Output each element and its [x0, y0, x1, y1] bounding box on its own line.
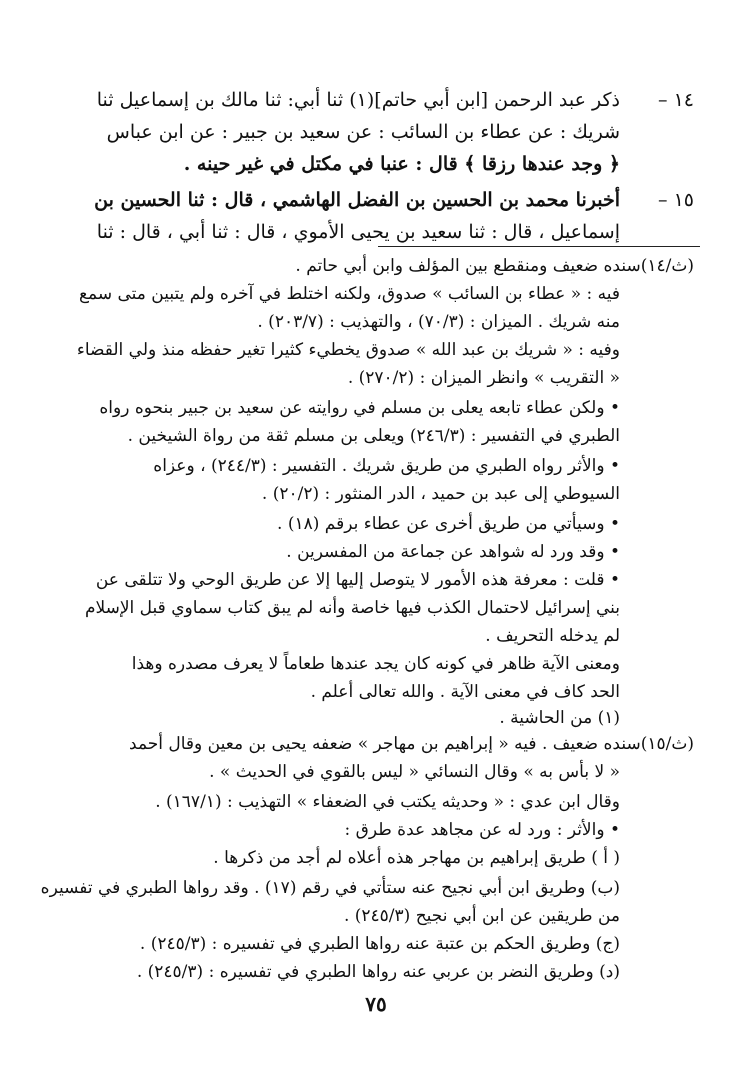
- note-line: (ج) وطريق الحكم بن عتبة عنه رواها الطبري في تفسيره : (٢٤٥/٣) .: [139, 934, 620, 954]
- note-line: الطبري في التفسير : (٢٤٦/٣) ويعلى بن مسلم ثقة من رواة الشيخين .: [127, 426, 620, 446]
- footnote-divider: [378, 246, 700, 247]
- note-line: وقال ابن عدي : « وحديثه يكتب في الضعفاء » التهذيب : (١٦٧/١) .: [155, 792, 620, 812]
- note-line: • قلت : معرفة هذه الأمور لا يتوصل إليها إلا عن طريق الوحي ولا تتلقى عن: [95, 570, 620, 590]
- entry-15-line-2: إسماعيل ، قال : ثنا سعيد بن يحيى الأموي ، قال : ثنا أبي ، قال : ثنا: [96, 221, 620, 243]
- note-line: من طريقين عن ابن أبي نجيح (٢٤٥/٣) .: [343, 906, 620, 926]
- note-line: • وقد ورد له شواهد عن جماعة من المفسرين .: [286, 542, 620, 562]
- entry-14-line-2: شريك : عن عطاء بن السائب : عن سعيد بن جبير : عن ابن عباس: [106, 121, 620, 143]
- entry-14-line-1: ذكر عبد الرحمن [ابن أبي حاتم](١) ثنا أبي: ثنا مالك بن إسماعيل ثنا: [96, 89, 620, 111]
- entry-15-line-1: أخبرنا محمد بن الحسين بن الفضل الهاشمي ، قال : ثنا الحسين بن: [94, 189, 620, 211]
- note-line: وفيه : « شريك بن عبد الله » صدوق يخطيء كثيرا تغير حفظه منذ ولي القضاء: [76, 340, 620, 360]
- note-line: السيوطي إلى عبد بن حميد ، الدر المنثور : (٢٠/٢) .: [261, 484, 620, 504]
- note-line: الحد كاف في معنى الآية . والله تعالى أعلم .: [310, 682, 620, 702]
- entry-14-line-3: ﴿ وجد عندها رزقا ﴾ قال : عنبا في مكتل في غير حينه .: [183, 153, 620, 175]
- note-line: « لا بأس به » وقال النسائي « ليس بالقوي في الحديث » .: [209, 762, 620, 782]
- note-line: (ث/١٥)سنده ضعيف . فيه « إبراهيم بن مهاجر » ضعفه يحيى بن معين وقال أحمد: [129, 734, 694, 754]
- note-line: « التقريب » وانظر الميزان : (٢٧٠/٢) .: [347, 368, 620, 388]
- note-line: ومعنى الآية ظاهر في كونه كان يجد عندها طعاماً لا يعرف مصدره وهذا: [131, 654, 620, 674]
- note-line: (ث/١٤)سنده ضعيف ومنقطع بين المؤلف وابن أبي حاتم .: [295, 256, 694, 276]
- note-line: لم يدخله التحريف .: [485, 626, 620, 646]
- entry-number-14: ١٤ –: [658, 89, 694, 111]
- note-line: (ب) وطريق ابن أبي نجيح عنه ستأتي في رقم (١٧) . وقد رواها الطبري في تفسيره: [40, 878, 620, 898]
- note-line: ( أ ) طريق إبراهيم بن مهاجر هذه أعلاه لم أجد من ذكرها .: [213, 848, 620, 868]
- note-line: فيه : « عطاء بن السائب » صدوق، ولكنه اختلط في آخره ولم يتبين متى سمع: [78, 284, 620, 304]
- note-line: • ولكن عطاء تابعه يعلى بن مسلم في روايته عن سعيد بن جبير بنحوه رواه: [99, 398, 620, 418]
- footnote-1: (١) من الحاشية .: [499, 708, 620, 728]
- note-line: • والأثر : ورد له عن مجاهد عدة طرق :: [344, 820, 620, 840]
- note-line: منه شريك . الميزان : (٧٠/٣) ، والتهذيب : (٢٠٣/٧) .: [257, 312, 620, 332]
- note-line: • والأثر رواه الطبري من طريق شريك . التفسير : (٢٤٤/٣) ، وعزاه: [153, 456, 620, 476]
- note-line: • وسيأتي من طريق أخرى عن عطاء برقم (١٨) .: [277, 514, 620, 534]
- note-line: بني إسرائيل لاحتمال الكذب فيها خاصة وأنه لم يبق كتاب سماوي قبل الإسلام: [84, 598, 620, 618]
- note-line: (د) وطريق النضر بن عربي عنه رواها الطبري في تفسيره : (٢٤٥/٣) .: [136, 962, 620, 982]
- entry-number-15: ١٥ –: [658, 189, 694, 211]
- page-number: ٧٥: [365, 992, 387, 1016]
